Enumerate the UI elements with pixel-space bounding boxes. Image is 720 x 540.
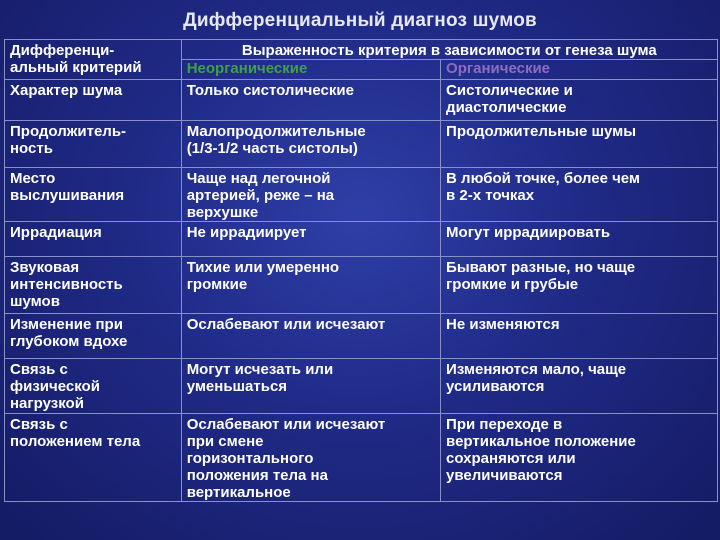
row-organic-cell: Бывают разные, но чаще громкие и грубые [441, 257, 718, 314]
table-row [5, 257, 718, 314]
row-organic-cell: Могут иррадиировать [441, 222, 718, 257]
table-header-row [5, 40, 718, 60]
row-criterion-cell: Связь с физической нагрузкой [5, 359, 182, 414]
row-criterion-cell: Место выслушивания [5, 168, 182, 222]
criterion-column-header: Дифференци- альный критерий [5, 40, 182, 80]
row-inorganic-cell: Малопродолжительные (1/3-1/2 часть систолы) [181, 121, 440, 168]
table-row [5, 222, 718, 257]
table-row [5, 168, 718, 222]
row-criterion-cell: Продолжитель- ность [5, 121, 182, 168]
row-inorganic-cell: Тихие или умеренно громкие [181, 257, 440, 314]
row-organic-cell: Изменяются мало, чаще усиливаются [441, 359, 718, 414]
row-organic-cell: Продолжительные шумы [441, 121, 718, 168]
inorganic-column-header: Неорганические [181, 60, 440, 80]
row-inorganic-cell: Ослабевают или исчезают [181, 314, 440, 359]
genesis-span-header: Выраженность критерия в зависимости от генеза шума [181, 40, 717, 60]
row-organic-cell: Не изменяются [441, 314, 718, 359]
row-criterion-cell: Иррадиация [5, 222, 182, 257]
row-criterion-cell: Связь с положением тела [5, 414, 182, 502]
row-inorganic-cell: Не иррадиирует [181, 222, 440, 257]
table-row [5, 414, 718, 502]
row-criterion-cell: Звуковая интенсивность шумов [5, 257, 182, 314]
slide-title: Дифференциальный диагноз шумов [183, 10, 537, 31]
table-row [5, 359, 718, 414]
differential-table [4, 39, 718, 502]
row-inorganic-cell: Могут исчезать или уменьшаться [181, 359, 440, 414]
row-organic-cell: При переходе в вертикальное положение сохраняются или увеличиваются [441, 414, 718, 502]
row-criterion-cell: Изменение при глубоком вдохе [5, 314, 182, 359]
row-criterion-cell: Характер шума [5, 80, 182, 121]
row-organic-cell: Систолические и диастолические [441, 80, 718, 121]
row-inorganic-cell: Чаще над легочной артерией, реже – на верхушке [181, 168, 440, 222]
row-inorganic-cell: Только систолические [181, 80, 440, 121]
table-row [5, 121, 718, 168]
organic-column-header: Органические [441, 60, 718, 80]
table-row [5, 80, 718, 121]
table-row [5, 314, 718, 359]
row-inorganic-cell: Ослабевают или исчезают при смене горизонтального положения тела на вертикальное [181, 414, 440, 502]
row-organic-cell: В любой точке, более чем в 2-х точках [441, 168, 718, 222]
